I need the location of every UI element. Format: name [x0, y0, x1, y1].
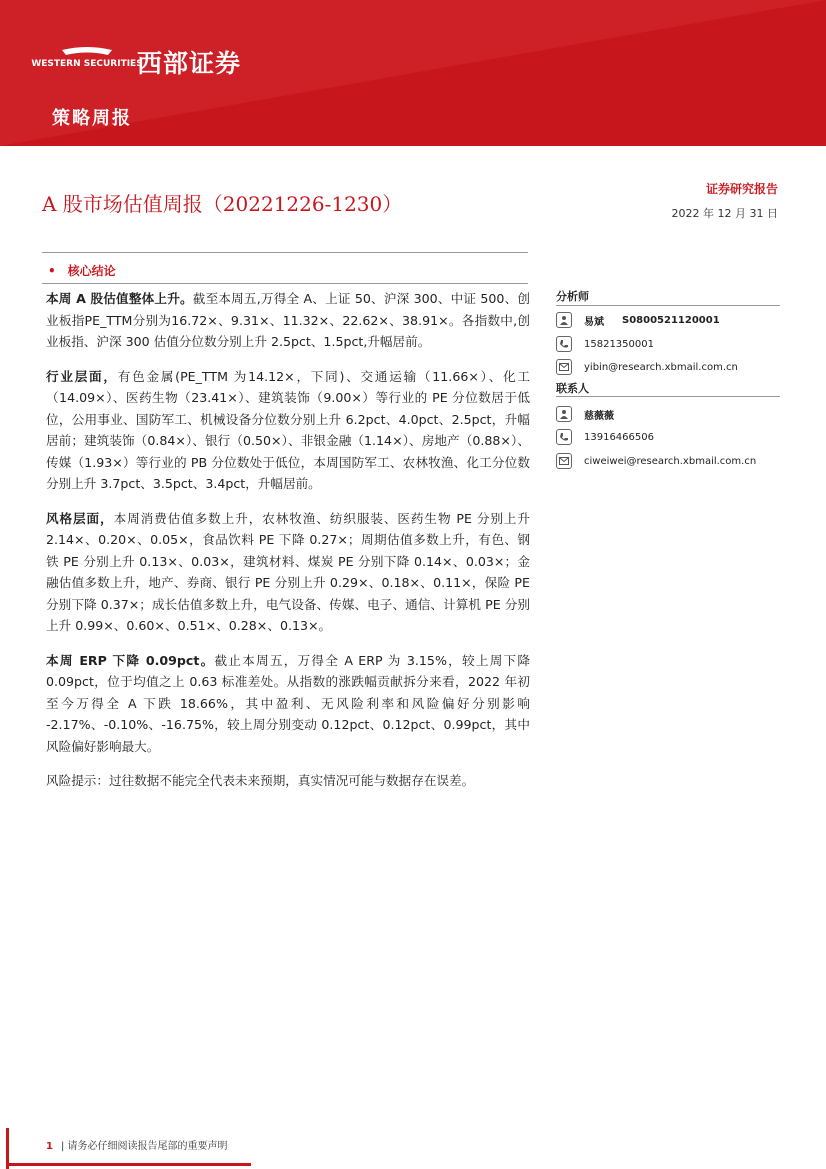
analyst-phone-row — [556, 336, 654, 352]
contact-email-row — [556, 453, 756, 469]
email-icon — [556, 359, 572, 375]
divider — [556, 305, 780, 306]
phone-icon — [556, 429, 572, 445]
corner-decoration — [6, 1163, 251, 1166]
email-icon — [556, 453, 572, 469]
report-type: 证券研究报告 — [705, 182, 778, 196]
paragraph-lead: 行业层面， — [46, 368, 118, 384]
analyst-email[interactable]: yibin@research.xbmail.com.cn — [584, 361, 738, 373]
analyst-heading: 分析师 — [556, 290, 589, 303]
analyst-name-row — [556, 312, 720, 328]
divider — [556, 396, 780, 397]
report-title: A 股市场估值周报（20221226-1230） — [42, 192, 403, 216]
contact-phone-row — [556, 429, 654, 445]
brand-name: 西部证券 — [137, 49, 242, 78]
analyst-phone: 15821350001 — [584, 338, 654, 350]
paragraph-lead: 本周 ERP 下降 0.09pct。 — [46, 652, 215, 668]
disclaimer-note: 请务必仔细阅读报告尾部的重要声明 — [67, 1141, 228, 1152]
core-heading-text: 核心结论 — [67, 264, 116, 278]
divider — [42, 283, 528, 284]
western-securities-logo — [31, 46, 143, 76]
section-label: 策略周报 — [52, 108, 132, 129]
paragraph-erp — [46, 650, 530, 758]
paragraph-text: 本周消费估值多数上升，农林牧渔、纺织服装、医药生物 PE 分别上升 2.14×、0.20×、0.05×，食品饮料 PE 下降 0.27×；周期估值多数上升，有色、钢铁 PE 分别上升 0.13×、0.03×，建筑材料、煤炭 PE 分别下降 0.14×、0.03×；金融估值多数上升，地产、券商、银行 PE 分别上升 0.29×、0.18×、0.11×，保险 PE 分别下降 0.37×；成长估值多数上升，电气设备、传媒、电子、通信、计算机 PE 分别上升 0.99×、0.60×、0.51×、0.28×、0.13×。 — [46, 510, 530, 633]
paragraph-text: 截止本周五，万得全 A ERP 为 3.15%，较上周下降 0.09pct，位于均值之上 0.63 标准差处。从指数的涨跌幅贡献拆分来看，2022 年初至今万得全 A 下跌 18.66%，其中盈利、无风险利率和风险偏好分别影响 -2.17%、-0.10%、-16.75%，较上周分别变动 0.12pct、0.12pct、0.99pct，其中风险偏好影响最大。 — [46, 652, 530, 754]
contact-email[interactable]: ciweiwei@research.xbmail.com.cn — [584, 455, 757, 467]
paragraph-overall — [46, 288, 530, 353]
paragraph-lead: 本周 A 股估值整体上升。 — [46, 291, 193, 306]
divider — [42, 252, 528, 253]
paragraph-text: 截至本周五,万得全 A、上证 50、沪深 300、中证 500、创业板指PE_TTM分别为16.72×、9.31×、11.32×、22.62×、38.91×。各指数中,创业板指、沪深 300 估值分位数分别上升 2.5pct、1.5pct,升幅居前。 — [46, 291, 531, 349]
footer-separator: | — [60, 1141, 68, 1152]
paragraph-style — [46, 508, 530, 637]
analyst-email-row — [556, 359, 738, 375]
contact-name: 慈薇薇 — [584, 410, 614, 422]
person-icon — [556, 406, 572, 422]
core-heading — [48, 262, 116, 279]
risk-warning: 风险提示：过往数据不能完全代表未来预期，真实情况可能与数据存在误差。 — [46, 773, 475, 788]
person-icon — [556, 312, 572, 328]
phone-icon — [556, 336, 572, 352]
analyst-cert: S0800521120001 — [622, 314, 720, 326]
report-date: 2022 年 12 月 31 日 — [671, 207, 778, 220]
paragraph-lead: 风格层面， — [46, 510, 114, 526]
contact-heading: 联系人 — [556, 382, 589, 395]
contact-phone: 13916466506 — [584, 431, 654, 443]
paragraph-industry — [46, 366, 530, 495]
page-number: 1 — [46, 1141, 53, 1152]
paragraph-text: 有色金属(PE_TTM 为14.12×，下同)、交通运输（11.66×）、化工（14.09×）、医药生物（23.41×）、建筑装饰（9.00×）等行业的 PE 分位数居于低位，公用事业、国防军工、机械设备分位数分别上升 6.2pct、4.0pct、2.5pct，升幅居前；建筑装饰（0.84×）、银行（0.50×）、非银金融（1.14×）、房地产（0.88×）、传媒（1.93×）等行业的 PB 分位数处于低位，本周国防军工、农林牧渔、化工分位数分别上升 3.7pct、3.5pct、3.4pct，升幅居前。 — [46, 368, 530, 491]
logo-wordmark: WESTERN SECURITIES — [31, 59, 143, 69]
analyst-name: 易斌 — [584, 316, 604, 328]
contact-name-row — [556, 406, 614, 422]
page-footer — [46, 1137, 228, 1152]
header-banner — [0, 0, 826, 146]
bullet-icon: • — [48, 264, 56, 278]
report-body — [46, 288, 530, 805]
